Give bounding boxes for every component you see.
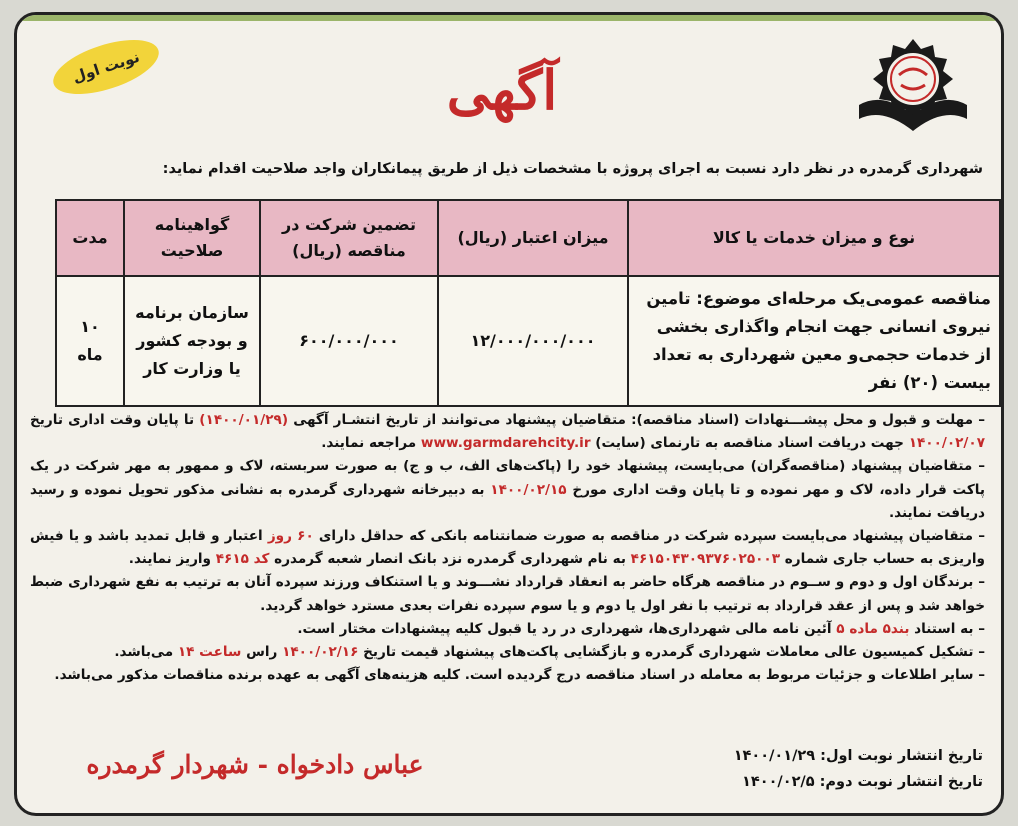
deadline-date: ۱۴۰۰/۰۲/۰۷ <box>908 435 985 452</box>
validity-days: ۶۰ روز <box>267 528 314 545</box>
paragraph-other-info: – سایر اطلاعات و جزئیات مربوط به معامله در اسناد مناقصه درج گردیده است. کلیه هزینه‌های آگهی به عهده برنده مناقصات مذکور می‌باشد. <box>54 667 985 684</box>
intro-text: شهرداری گرمدره در نظر دارد نسبت به اجرای پروژه با مشخصات ذیل از طریق پیمانکاران واجد صلاحیت اقدام نماید: <box>162 161 983 177</box>
paragraph-regulation <box>30 618 985 641</box>
second-publication-date: تاریخ انتشار نوبت دوم: ۱۴۰۰/۰۲/۵ <box>742 774 983 790</box>
paragraph-text: – به استناد <box>909 620 985 637</box>
advertisement-sheet <box>14 12 1004 816</box>
paragraph-submission <box>30 455 985 525</box>
submission-date: ۱۴۰۰/۰۲/۱۵ <box>490 481 567 498</box>
paragraph-deadline <box>30 409 985 455</box>
cell-duration: ۱۰ ماه <box>56 276 124 406</box>
paragraph-text: به نام شهرداری گرمدره نزد بانک انصار شعبه گرمدره <box>269 551 631 568</box>
paragraph-text: – متقاضیان پیشنهاد (مناقصه‌گران) می‌بایست، پیشنهاد خود را (پاکت‌های الف، ب و ج) به صورت سربسته، لاک و ممهور به مهر شرکت در یک پاکت قرار داده، لاک و مهر نموده و تا پایان وقت اداری مورخ <box>30 458 985 498</box>
paragraph-text: راس <box>241 644 283 661</box>
publication-dates <box>623 743 983 795</box>
municipality-logo-icon <box>853 35 973 135</box>
paragraph-text: جهت دریافت اسناد مناقصه به تارنمای (سایت) <box>590 435 909 452</box>
paragraph-text: – تشکیل کمیسیون عالی معاملات شهرداری گرمدره و بازگشایی پاکت‌های پیشنهاد قیمت تاریخ <box>358 644 985 661</box>
opening-time: ساعت ۱۴ <box>177 644 242 661</box>
tender-table <box>55 199 1001 407</box>
paragraph-text: آئین نامه مالی شهرداری‌ها، شهرداری در رد یا قبول کلیه پیشنهادات مختار است. <box>297 620 837 637</box>
column-header-duration: مدت <box>56 200 124 276</box>
first-publication-date: تاریخ انتشار نوبت اول: ۱۴۰۰/۰۱/۲۹ <box>733 748 983 764</box>
first-publication-badge: نوبت اول <box>47 29 165 105</box>
table-row <box>56 276 1000 406</box>
deadline-heading: – مهلت و قبول و محل پیشـــنهادات (اسناد مناقصه): <box>625 412 985 428</box>
cell-description: مناقصه عمومی‌یک مرحله‌ای موضوع: تامین نیروی انسانی جهت انجام واگذاری بخشی از خدمات حجمی‌و معین شهرداری به تعداد بیست (۲۰) نفر <box>628 276 1000 406</box>
paragraph-text: به دبیرخانه شهرداری گرمدره به نشانی مذکور تحویل نموده و رسید دریافت نمایند. <box>30 481 985 521</box>
publication-date: (۱۴۰۰/۰۱/۲۹) <box>199 412 289 428</box>
column-header-guarantee: تضمین شرکت در مناقصه (ریال) <box>260 200 438 276</box>
cell-guarantee: ۶۰۰/۰۰۰/۰۰۰ <box>260 276 438 406</box>
opening-date: ۱۴۰۰/۰۲/۱۶ <box>282 644 359 661</box>
paragraph-text: مراجعه نمایند. <box>321 435 421 452</box>
page-title: آگهی <box>446 58 558 122</box>
column-header-service: نوع و میزان خدمات یا کالا <box>628 200 1000 276</box>
table-header-row <box>56 200 1000 276</box>
branch-code: کد ۴۶۱۵ <box>215 551 270 568</box>
paragraph-text: واریز نمایند. <box>128 551 216 568</box>
account-number: ۴۶۱۵۰۴۳۰۹۳۷۶۰۲۵۰۰۳ <box>630 551 781 568</box>
cell-certificate: سازمان برنامه و بودجه کشور یا وزارت کار <box>124 276 260 406</box>
paragraph-winners: – برندگان اول و دوم و ســوم در مناقصه هرگاه حاضر به انعقاد قرارداد نشـــوند و یا استنکاف ورزند سپرده آنان به ترتیب به نفع شهرداری ضبط خواهد شد و پس از عقد قرارداد به ترتیب با نفر اول یا دوم و یا سوم سپرده نفرات بعدی مسترد خواهد گردید. <box>30 574 985 614</box>
paragraph-text: می‌باشد. <box>114 644 178 661</box>
column-header-credit: میزان اعتبار (ریال) <box>438 200 628 276</box>
mayor-signature: عباس دادخواه - شهردار گرمدره <box>86 750 424 779</box>
paragraph-commission <box>30 641 985 664</box>
cell-credit: ۱۲/۰۰۰/۰۰۰/۰۰۰ <box>438 276 628 406</box>
paragraph-deposit <box>30 525 985 571</box>
column-header-certificate: گواهینامه صلاحیت <box>124 200 260 276</box>
conditions-text <box>30 409 985 687</box>
paragraph-text: اعتبار و قابل تمدید باشد و یا فیش واریزی به حساب جاری شماره <box>30 528 985 568</box>
top-border-stripe <box>17 15 1001 21</box>
paragraph-text: – متقاضیان پیشنهاد می‌بایست سپرده شرکت در مناقصه به صورت ضمانتنامه بانکی که حداقل دارای <box>313 528 985 545</box>
paragraph-text: متقاضیان پیشنهاد می‌توانند از تاریخ انتشـار آگهی <box>288 412 626 428</box>
regulation-clause: بند۵ ماده ۵ <box>836 620 910 637</box>
paragraph-text: تا پایان وقت اداری تاریخ <box>30 412 200 428</box>
website-link[interactable]: www.garmdarehcity.ir <box>420 435 591 452</box>
